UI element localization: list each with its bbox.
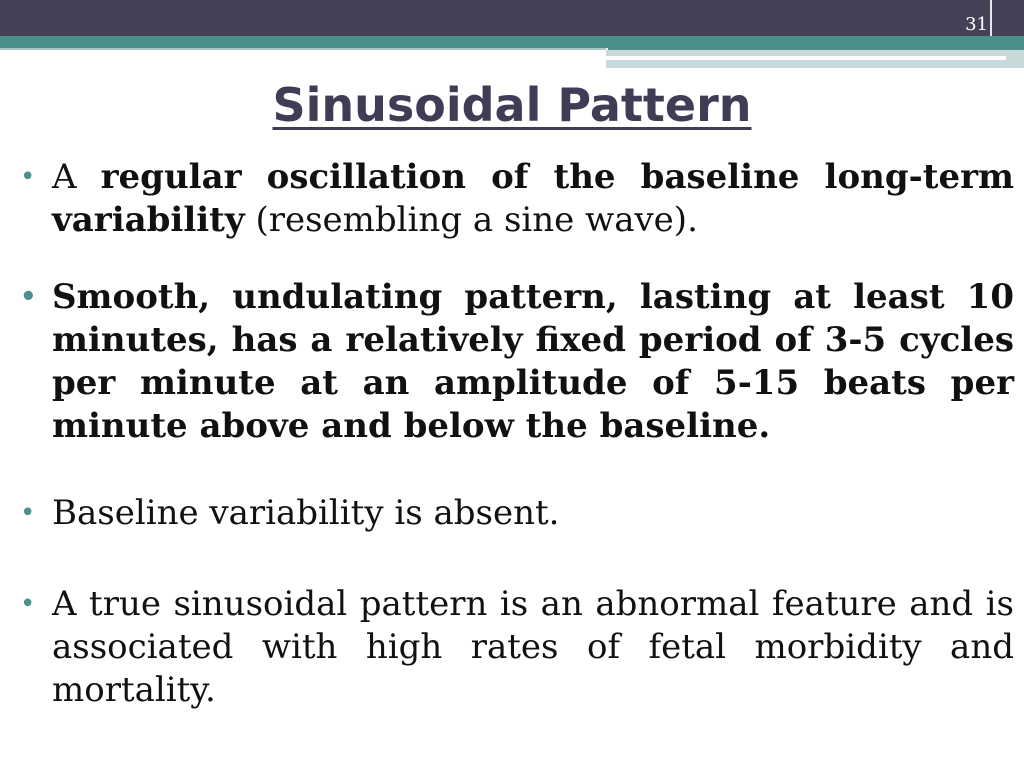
bullet-text: A true sinusoidal pattern is an abnormal feature and is associated with high rates of fetal morbidity and mortality. (52, 584, 1014, 710)
bullet-text: Baseline variability is absent. (52, 493, 560, 533)
bullet-item (20, 276, 1014, 448)
bullet-icon: • (20, 162, 36, 192)
header-band-teal-left (0, 36, 608, 48)
bullet-icon: • (20, 498, 36, 528)
bullet-icon: • (20, 589, 36, 619)
bullet-text-bold: regular oscillation of the baseline long-term variability (52, 157, 1014, 240)
header-divider (990, 0, 992, 36)
bullet-item (20, 156, 1014, 242)
header-band-dark (0, 0, 1024, 36)
slide-content (20, 156, 1014, 712)
header-band-thin-line (0, 48, 606, 50)
slide-title: Sinusoidal Pattern (272, 78, 752, 132)
header-band-teal-right (608, 36, 1024, 50)
bullet-item (20, 492, 1014, 535)
bullet-text: Smooth, undulating pattern, lasting at least 10 minutes, has a relatively fixed period of 3-5 cycles per minute at an amplitude of 5-15 beats per minute above and below the baseline. (52, 277, 1014, 446)
bullet-item (20, 583, 1014, 712)
bullet-icon: • (20, 282, 37, 312)
header-band-light-2 (606, 60, 1006, 68)
header-band-light-3 (1006, 56, 1024, 68)
slide-number: 31 (965, 14, 988, 35)
bullet-text-lead: A (52, 157, 101, 197)
header-band-gap (830, 56, 948, 60)
bullet-text-tail: (resembling a sine wave). (244, 200, 698, 240)
header-band-light-1 (606, 50, 1024, 56)
